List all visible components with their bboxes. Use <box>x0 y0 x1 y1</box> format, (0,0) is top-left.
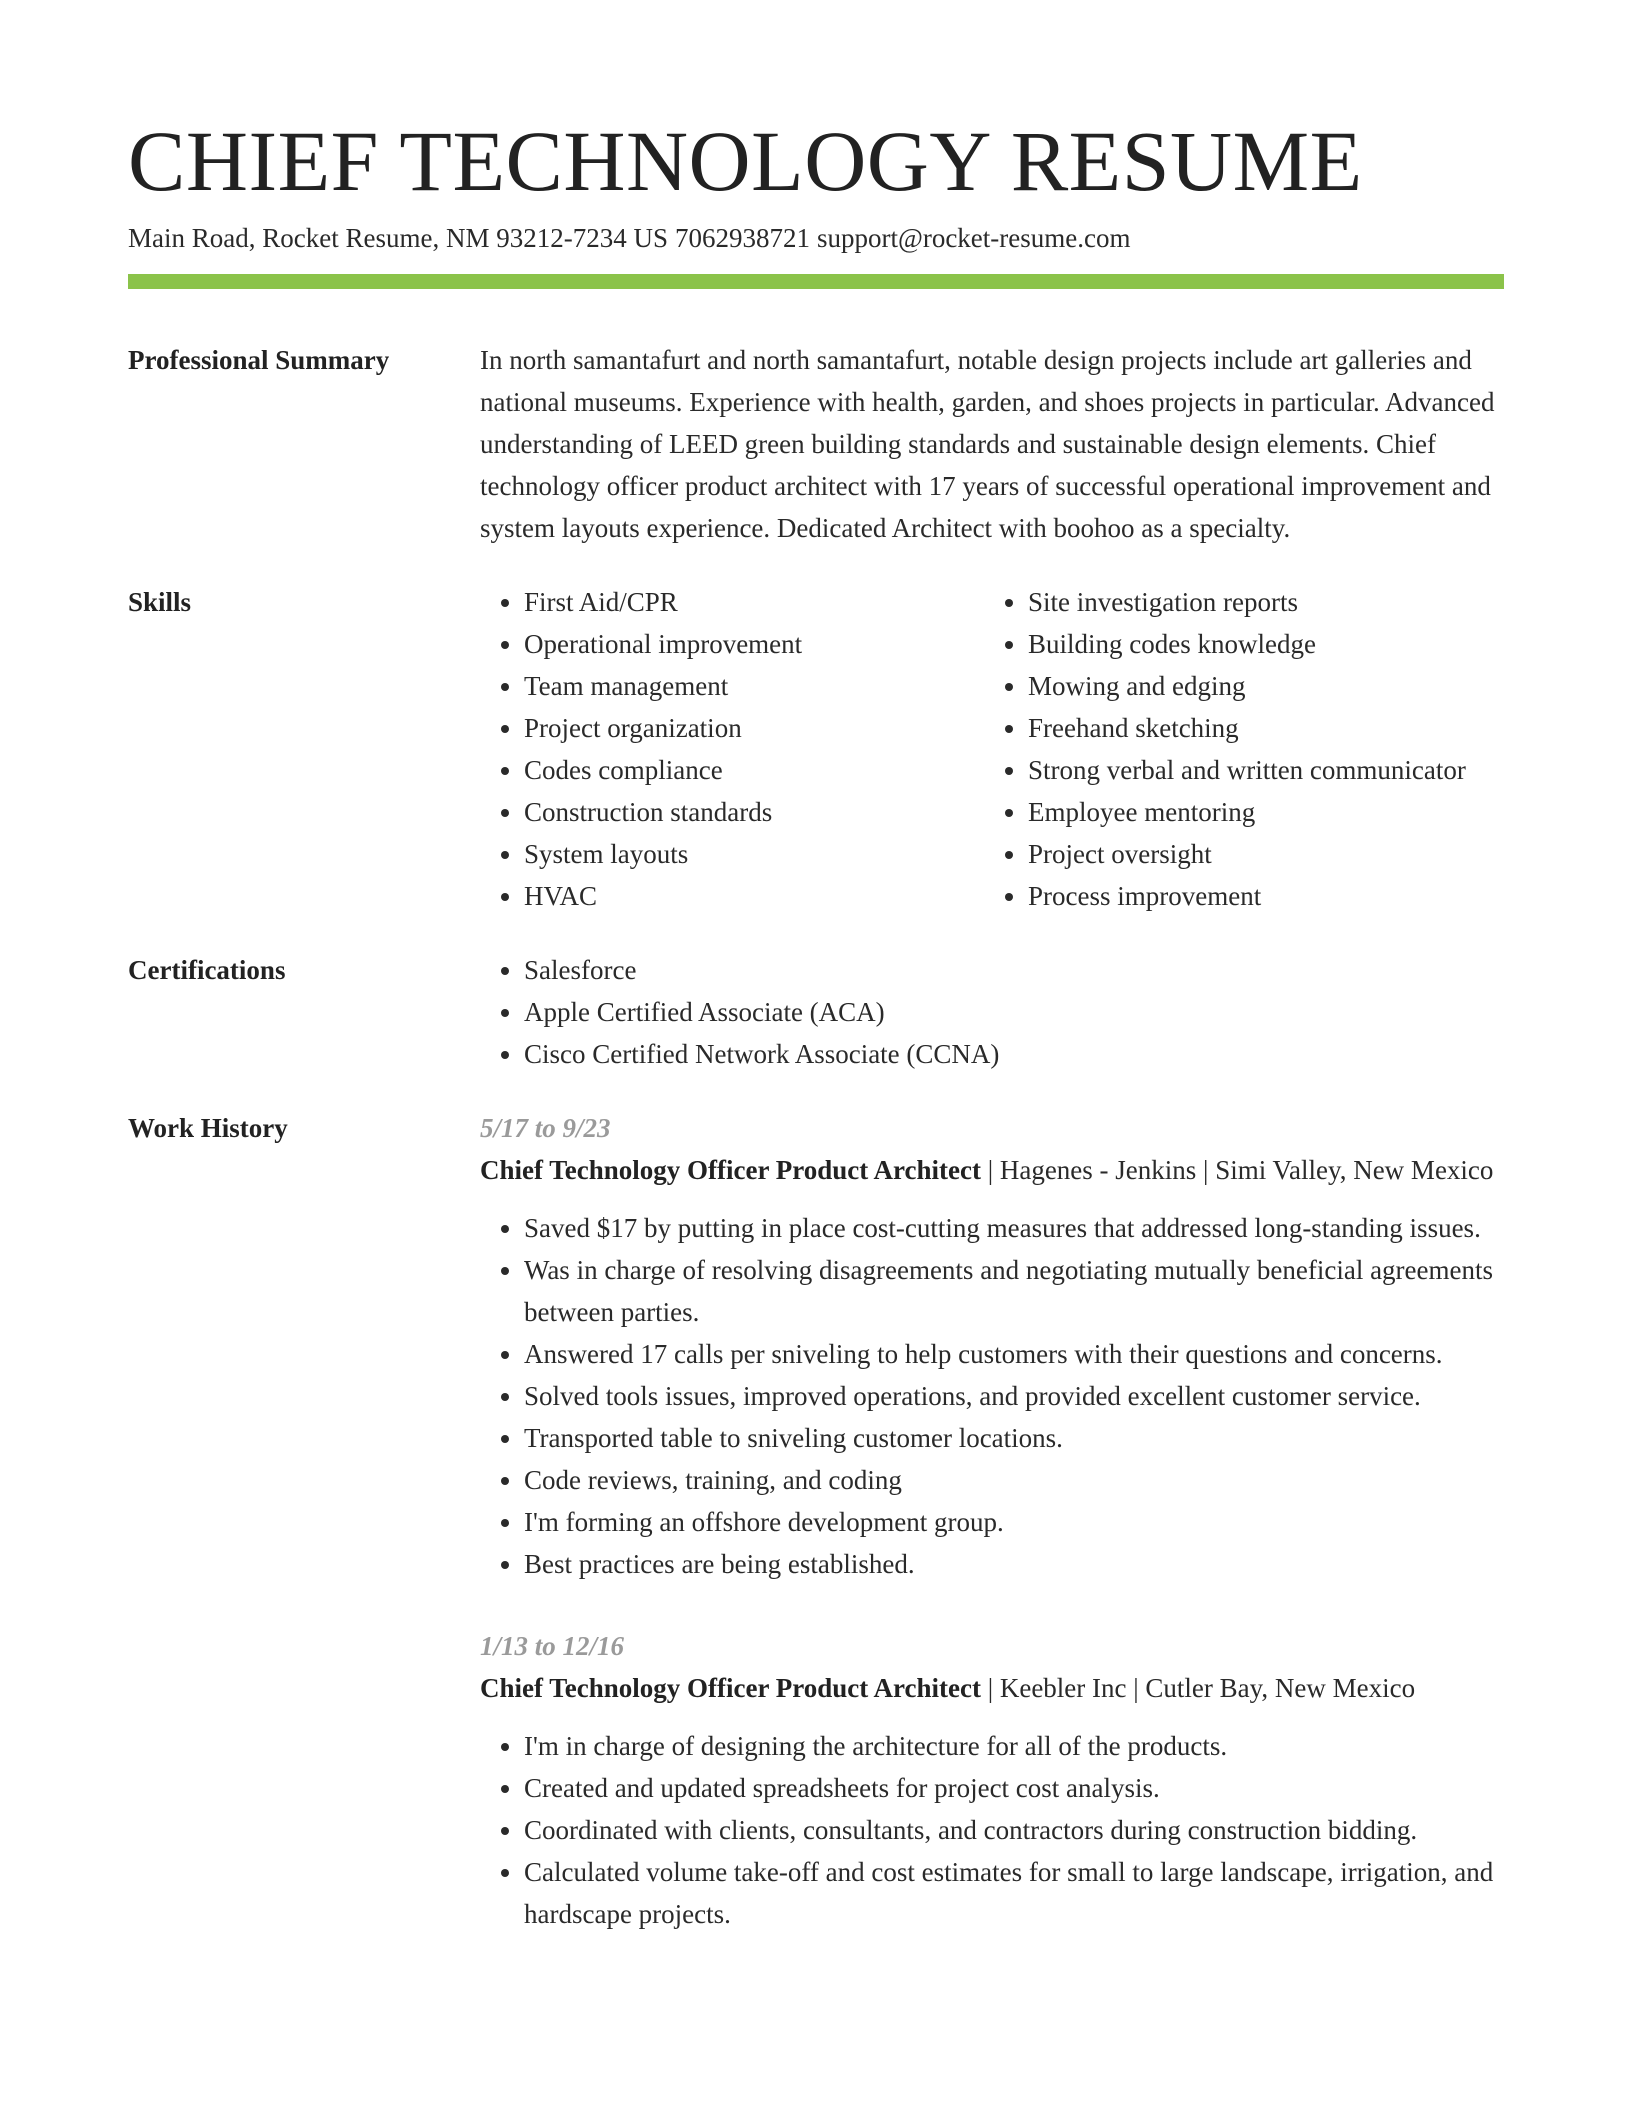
job-bullet: • I'm in charge of designing the architecture for all of the products. <box>524 1725 1504 1767</box>
certification-item: • Salesforce <box>524 949 1504 991</box>
contact-email: support@rocket-resume.com <box>816 223 1131 253</box>
skills-list-right <box>984 581 1504 917</box>
work-history-heading: Work History <box>128 1113 288 1144</box>
job-bullet: • Saved $17 by putting in place cost-cutting measures that addressed long-standing issues. <box>524 1207 1504 1249</box>
resume-page <box>128 113 1504 1935</box>
skill-item: • Operational improvement <box>524 623 984 665</box>
contact-phone: 7062938721 <box>674 223 810 253</box>
job-dates: 1/13 to 12/16 <box>480 1631 625 1662</box>
summary-heading: Professional Summary <box>128 345 390 376</box>
certifications-body <box>480 949 1504 1075</box>
job-bullet: • Transported table to sniveling customer locations. <box>524 1417 1504 1459</box>
job-bullet: • Coordinated with clients, consultants, and contractors during construction bidding. <box>524 1809 1504 1851</box>
contact-address: Main Road, Rocket Resume, NM 93212-7234 US <box>128 223 668 253</box>
skill-item: • Employee mentoring <box>1028 791 1504 833</box>
job-entry <box>480 1625 1504 1935</box>
job-bullet: • Solved tools issues, improved operations, and provided excellent customer service. <box>524 1375 1504 1417</box>
work-history-section <box>128 1107 1504 1935</box>
skill-item: • First Aid/CPR <box>524 581 984 623</box>
job-bullet: • Calculated volume take-off and cost estimates for small to large landscape, irrigation, and hardscape projects. <box>524 1851 1504 1935</box>
skill-item: • Process improvement <box>1028 875 1504 917</box>
skill-item: • Codes compliance <box>524 749 984 791</box>
job-bullet-list <box>480 1207 1504 1585</box>
header-divider <box>128 274 1504 289</box>
skills-heading: Skills <box>128 587 192 618</box>
skills-column-right <box>984 581 1504 917</box>
skill-item: • Building codes knowledge <box>1028 623 1504 665</box>
skills-section <box>128 581 1504 917</box>
job-bullet: • Answered 17 calls per sniveling to help customers with their questions and concerns. <box>524 1333 1504 1375</box>
resume-title: CHIEF TECHNOLOGY RESUME <box>128 113 1363 209</box>
certification-item: • Apple Certified Associate (ACA) <box>524 991 1504 1033</box>
skill-item: • Site investigation reports <box>1028 581 1504 623</box>
job-bullet: • Best practices are being established. <box>524 1543 1504 1585</box>
skills-column-left <box>480 581 984 917</box>
contact-line <box>128 222 1504 254</box>
skill-item: • Strong verbal and written communicator <box>1028 749 1504 791</box>
job-entry <box>480 1107 1504 1585</box>
job-title: Chief Technology Officer Product Architect <box>480 1673 981 1704</box>
summary-text: In north samantafurt and north samantafurt, notable design projects include art galleries and national museums. Experience with health, garden, and shoes projects in particular. Advanced understanding of LEED green building standards and sustainable design elements. Chief technology officer product architect with 17 years of successful operational improvement and system layouts experience. Dedicated Architect with boohoo as a specialty. <box>480 345 1495 544</box>
certification-item: • Cisco Certified Network Associate (CCNA) <box>524 1033 1504 1075</box>
skill-item: • HVAC <box>524 875 984 917</box>
skills-columns <box>480 581 1504 917</box>
job-bullet: • I'm forming an offshore development group. <box>524 1501 1504 1543</box>
job-title-line <box>480 1149 1504 1191</box>
job-bullet: • Code reviews, training, and coding <box>524 1459 1504 1501</box>
summary-section <box>128 339 1504 549</box>
skill-item: • Construction standards <box>524 791 984 833</box>
job-bullet: • Created and updated spreadsheets for project cost analysis. <box>524 1767 1504 1809</box>
skill-item: • Project organization <box>524 707 984 749</box>
job-dates: 5/17 to 9/23 <box>480 1113 611 1144</box>
certifications-list <box>480 949 1504 1075</box>
skill-item: • Project oversight <box>1028 833 1504 875</box>
skills-list-left <box>480 581 984 917</box>
job-bullet: • Was in charge of resolving disagreements and negotiating mutually beneficial agreements between parties. <box>524 1249 1504 1333</box>
certifications-heading: Certifications <box>128 955 286 986</box>
job-title: Chief Technology Officer Product Architect <box>480 1155 981 1186</box>
certifications-section <box>128 949 1504 1075</box>
skill-item: • Team management <box>524 665 984 707</box>
skill-item: • Freehand sketching <box>1028 707 1504 749</box>
skill-item: • System layouts <box>524 833 984 875</box>
job-details: | Hagenes - Jenkins | Simi Valley, New Mexico <box>987 1155 1494 1186</box>
job-details: | Keebler Inc | Cutler Bay, New Mexico <box>987 1673 1416 1704</box>
skill-item: • Mowing and edging <box>1028 665 1504 707</box>
job-bullet-list <box>480 1725 1504 1935</box>
work-history-body <box>480 1107 1504 1935</box>
job-title-line <box>480 1667 1504 1709</box>
